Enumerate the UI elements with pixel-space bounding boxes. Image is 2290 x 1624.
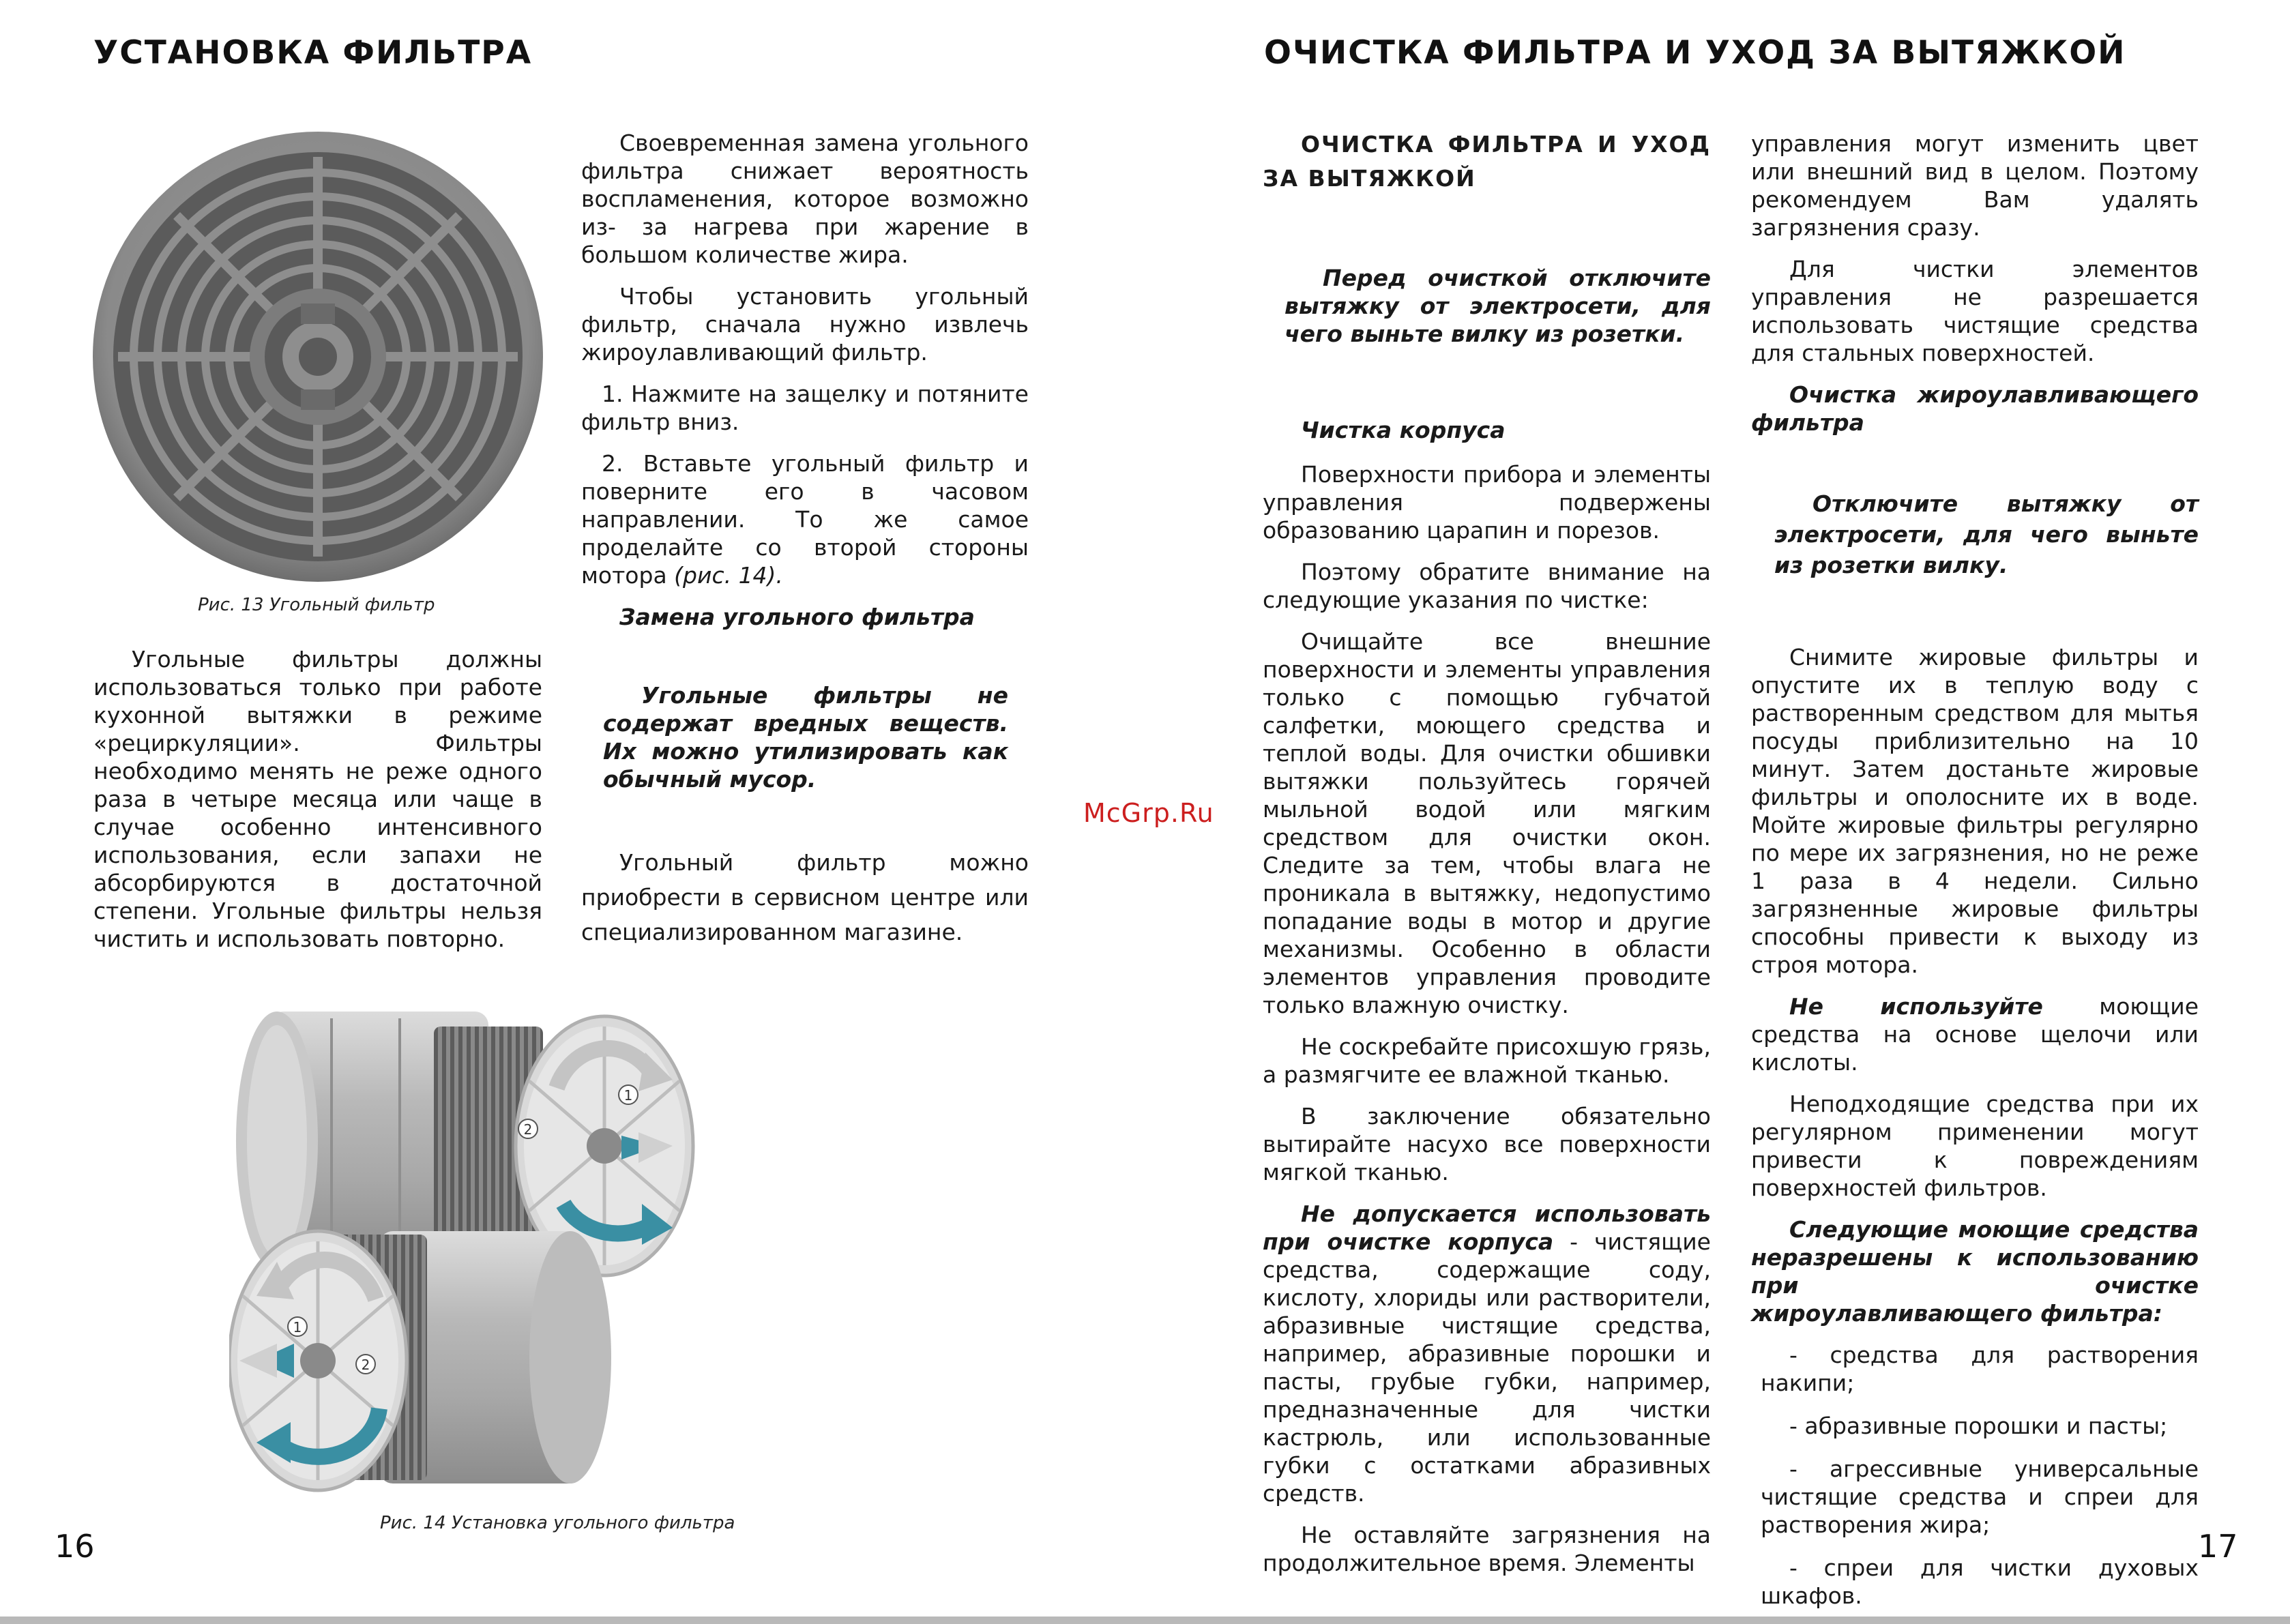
housing-cleaning-heading: Чистка корпуса [1301,417,1506,443]
housing-prohibited-bold: Не допускается использовать при очистке корпуса [1263,1200,1711,1255]
list-item: - абразивные порошки и пасты; [1789,1413,2168,1439]
left-column-2 [581,129,1029,963]
no-alkali-bold: Не используйте [1789,993,2043,1020]
housing-para-7: Не оставляйте загрязнения на продолжительное время. Элементы [1263,1522,1711,1576]
step-2-text: 2. Вставьте угольный фильтр и поверните его в часовом направлении. То же самое проделайте со второй стороны мотора [581,450,1029,589]
housing-para-3: Очищайте все внешние поверхности и элементы управления только с помощью губчатой салфетки, моющего средства и теплой воды. Для очистки обшивки вытяжки пользуйтесь горячей мыльной водой или мягким средством для очистки окон. Следите за тем, чтобы влага не проникала в вытяжку, недопустимо попадание воды в мотор и другие механизмы. Особенно в области элементов управления проводите только влажную очистку. [1263,628,1711,1018]
carbon-filter-image [91,130,545,584]
list-item: - агрессивные универсальные чистящие средства и спреи для растворения жира; [1761,1456,2199,1538]
unplug-warning: Перед очисткой отключите вытяжку от электросети, для чего выньте вилку из розетки. [1285,265,1711,347]
prohibited-agents-list [1751,1341,2199,1610]
cleaning-subheading: ОЧИСТКА ФИЛЬТРА И УХОД ЗА ВЫТЯЖКОЙ [1263,131,1711,192]
replacement-benefit-paragraph: Своевременная замена угольного фильтра снижает вероятность воспламенения, которое возможно из- за нагрева при жарение в большом количестве жира. [581,130,1029,268]
right-column-2 [1751,130,2199,1623]
marker-2-bottom: 2 [361,1357,370,1373]
install-intro-paragraph: Чтобы установить угольный фильтр, сначала нужно извлечь жироулавливающий фильтр. [581,283,1029,366]
step-2 [581,449,1029,589]
recirculation-paragraph: Угольные фильтры должны использоваться только при работе кухонной вытяжки в режиме «рециркуляции». Фильтры необходимо менять не реже одного раза в четыре месяца или чаще в случае особенно интенсивного использования, если запахи не абсорбируются в достаточной степени. Угольные фильтры нельзя чистить и использовать повторно. [93,646,542,952]
fig14-caption: Рис. 14 Установка угольного фильтра [380,1513,735,1533]
no-alkali-rest: моющие средства на основе щелочи или кислоты. [1751,993,2199,1076]
prohibited-agents-heading: Следующие моющие средства неразрешены к использованию при очистке жироулавливающего фильтра: [1751,1216,2199,1327]
list-item: - спреи для чистки духовых шкафов. [1761,1554,2199,1609]
left-page-number: 16 [55,1528,95,1565]
step-1: 1. Нажмите на защелку и потяните фильтр вниз. [581,381,1029,435]
housing-para-4: Не соскребайте присохшую грязь, а размягчите ее влажной тканью. [1263,1033,1711,1088]
carbon-filter-installation-image [229,999,898,1494]
marker-1-bottom: 1 [293,1319,302,1335]
controls-para-cont: управления могут изменить цвет или внешний вид в целом. Поэтому рекомендуем Вам удалять загрязнения сразу. [1751,130,2199,241]
marker-2-top: 2 [523,1121,533,1138]
replace-heading: Замена угольного фильтра [619,604,975,630]
no-alkali-para [1751,992,2199,1076]
grease-unplug-warning: Отключите вытяжку от электросети, для чего выньте из розетки вилку. [1774,490,2199,578]
marker-1-top: 1 [623,1087,633,1104]
right-page-title: ОЧИСТКА ФИЛЬТРА И УХОД ЗА ВЫТЯЖКОЙ [1264,34,2126,72]
left-column-1 [93,645,542,966]
right-column-1 [1263,128,1711,1591]
grease-wash-para: Снимите жировые фильтры и опустите их в теплую воду с растворенным средством для мытья посуды приблизительно на 10 минут. Затем достаньте жировые фильтры и ополосните их в воде. Мойте жировые фильтры регулярно по мере их загрязнения, но не реже 1 раза в 4 недели. Сильно загрязненные жировые фильтры способны привести к выходу из строя мотора. [1751,644,2199,978]
list-item: - средства для растворения накипи; [1761,1342,2199,1396]
left-page-title: УСТАНОВКА ФИЛЬТРА [93,34,533,72]
buy-note-paragraph: Угольный фильтр можно приобрести в сервисном центре или специализированном магазине. [581,849,1029,945]
housing-para-2: Поэтому обратите внимание на следующие указания по чистке: [1263,559,1711,613]
carbon-warning: Угольные фильтры не содержат вредных веществ. Их можно утилизировать как обычный мусор. [603,682,1008,793]
housing-para-1: Поверхности прибора и элементы управления подвержены образованию царапин и порезов. [1263,461,1711,544]
controls-para-2: Для чистки элементов управления не разрешается использовать чистящие средства для стальных поверхностей. [1751,256,2199,366]
fig13-caption: Рис. 13 Угольный фильтр [198,595,435,615]
housing-para-5: В заключение обязательно вытирайте насухо все поверхности мягкой тканью. [1263,1103,1711,1185]
unsuitable-para: Неподходящие средства при их регулярном применении могут привести к повреждениям поверхностей фильтров. [1751,1091,2199,1201]
housing-para-6 [1263,1200,1711,1507]
bottom-divider [0,1616,2290,1624]
right-page-number: 17 [2198,1528,2238,1565]
step-2-ref: (рис. 14). [674,562,783,589]
housing-prohibited-rest: - чистящие средства, содержащие соду, кислоту, хлориды или растворители, абразивные чистящие средства, например, абразивные порошки и пасты, грубые губки, например, предназначенные для чистки кастрюль, или использованные губки с остатками абразивных средств. [1263,1228,1711,1507]
watermark: McGrp.Ru [1083,798,1214,828]
grease-filter-heading: Очистка жироулавливающего фильтра [1751,381,2199,436]
